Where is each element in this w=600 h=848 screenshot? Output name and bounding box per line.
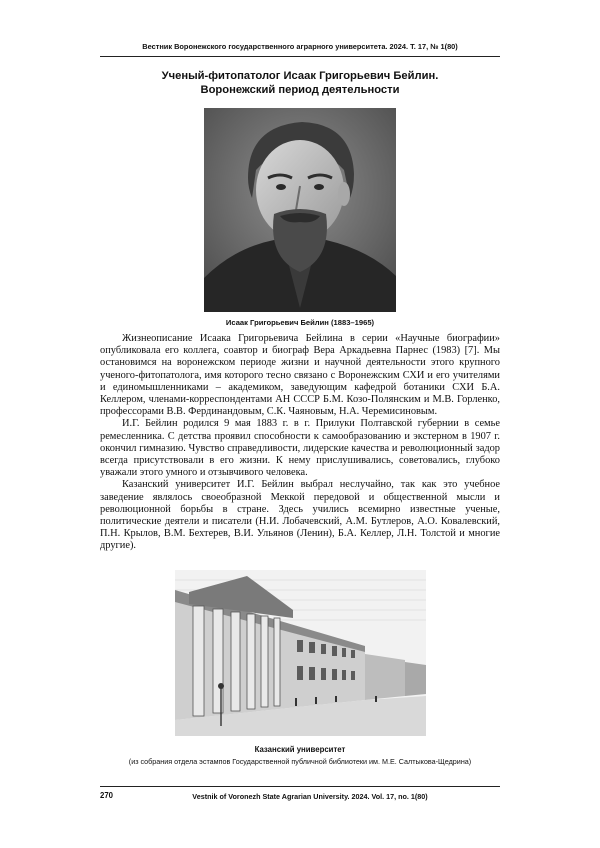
page-number: 270 bbox=[100, 791, 114, 800]
paragraph-3: Казанский университет И.Г. Бейлин выбрал неслучайно, так как это учебное заведение являлось своеобразной Меккой передовой и общественной мысли и революционной борьбы в стране. Здесь учились всемирно известные ученые, политические деятели и писатели (Н.И. Лобачевский, А.М. Бутлеров, А.О. Ковалевский, П.Н. Крылов, В.М. Бехтерев, В.И. Ульянов (Ленин), Б.А. Келлер, Л.Н. Толстой и многие другие). bbox=[100, 479, 500, 552]
header-rule bbox=[100, 56, 500, 57]
university-building-illustration bbox=[175, 570, 426, 736]
paragraph-1: Жизнеописание Исаака Григорьевича Бейлина в серии «Научные биографии» опубликовала его коллега, соавтор и биограф Вера Аркадьевна Парнес (1983) [7]. Мы остановимся на воронежском периоде жизни и научной деятельности этого крупного ученого-фитопатолога, имя которого тесно связано с Воронежским СХИ и его учителями и единомышленниками – академиком, заведующим кафедрой ботаники СХИ Б.А. Келлером, членами-корреспондентами АН СССР Б.М. Козо-Полянским и М.В. Горленко, профессорами В.В. Фердинандовым, С.К. Чаяновым, Н.А. Черемисиновым. bbox=[100, 333, 500, 418]
portrait-photo bbox=[204, 108, 396, 312]
kazan-university-engraving bbox=[175, 570, 426, 736]
article-body bbox=[100, 333, 500, 553]
article-title bbox=[90, 70, 510, 97]
article-title-line-2: Воронежский период деятельности bbox=[200, 83, 400, 96]
paragraph-2: И.Г. Бейлин родился 9 мая 1883 г. в г. Прилуки Полтавской губернии в семье ремесленника. С детства проявил способности к самообразованию и экстерном в 1907 г. окончил гимназию. Чувство справедливости, лидерские качества и революционный задор всегда присутствовали в его жизни. К нему прислушивались, советовались, глубоко уважали этого умного и отзывчивого человека. bbox=[100, 418, 500, 479]
footer-rule bbox=[100, 786, 500, 787]
article-title-line-1: Ученый-фитопатолог Исаак Григорьевич Бейлин. bbox=[161, 70, 439, 82]
running-footer: Vestnik of Voronezh State Agrarian University. 2024. Vol. 17, no. 1(80) bbox=[192, 792, 428, 801]
building-caption-title: Казанский университет bbox=[254, 745, 346, 754]
building-caption-source: (из собрания отдела эстампов Государственной публичной библиотеки им. М.Е. Салтыкова-Щедрина) bbox=[128, 757, 472, 766]
running-header: Вестник Воронежского государственного аграрного университета. 2024. Т. 17, № 1(80) bbox=[142, 42, 458, 51]
portrait-caption: Исаак Григорьевич Бейлин (1883–1965) bbox=[225, 318, 375, 327]
portrait-illustration bbox=[204, 108, 396, 312]
